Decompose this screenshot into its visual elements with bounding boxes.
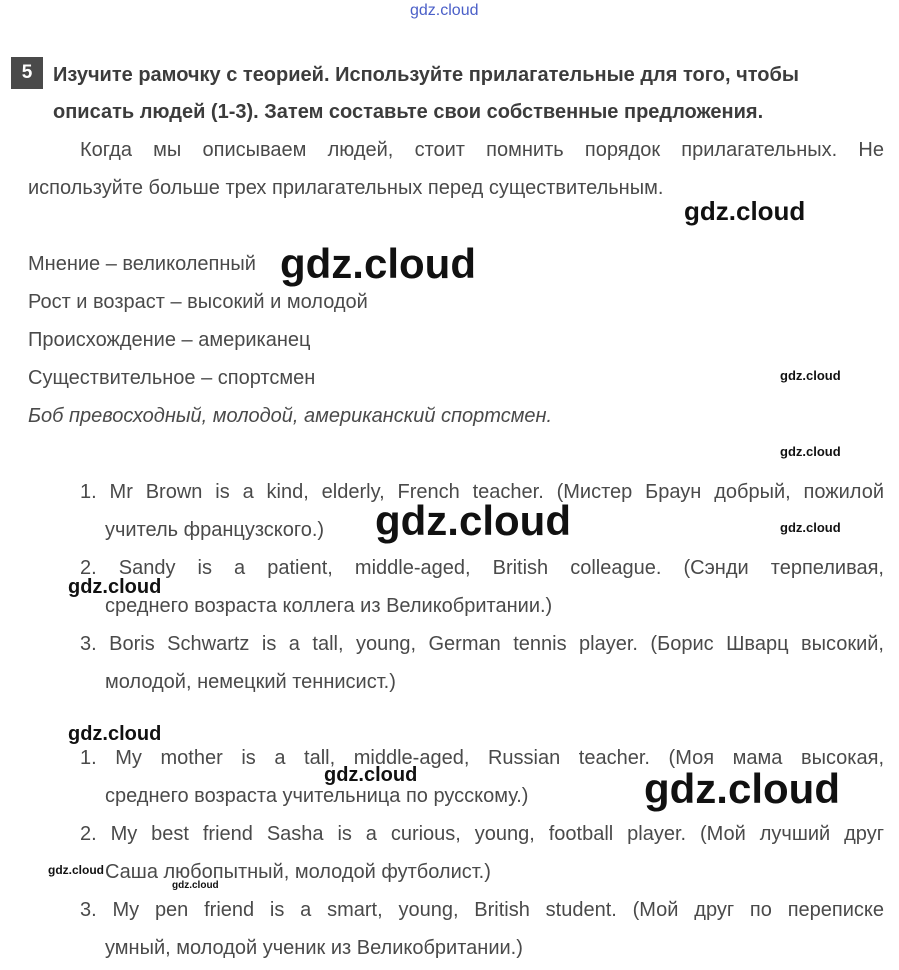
watermark: gdz.cloud: [324, 764, 418, 786]
answer-a3-line1: 3. Boris Schwartz is a tall, young, German tennis player. (Борис Шварц высокий,: [80, 633, 884, 655]
answer-a2-line1: 2. Sandy is a patient, middle-aged, British colleague. (Сэнди терпеливая,: [80, 557, 884, 579]
answer-b1-line1: 1. My mother is a tall, middle-aged, Russian teacher. (Моя мама высокая,: [80, 747, 884, 769]
order-size-age: Рост и возраст – высокий и молодой: [28, 291, 368, 313]
watermark: gdz.cloud: [644, 765, 840, 812]
answer-a1-line1: 1. Mr Brown is a kind, elderly, French teacher. (Мистер Браун добрый, пожилой: [80, 481, 884, 503]
answer-b3-line2: умный, молодой ученик из Великобритании.): [105, 937, 523, 959]
exercise-title-line1: Изучите рамочку с теорией. Используйте прилагательные для того, чтобы: [53, 64, 799, 86]
watermark: gdz.cloud: [780, 520, 841, 535]
answer-a2-line2: среднего возраста коллега из Великобритании.): [105, 595, 553, 617]
watermark: gdz.cloud: [280, 240, 476, 287]
order-example: Боб превосходный, молодой, американский спортсмен.: [28, 405, 553, 427]
answer-b2-line2: Саша любопытный, молодой футболист.): [105, 861, 491, 883]
watermark: gdz.cloud: [780, 444, 841, 459]
order-noun: Существительное – спортсмен: [28, 367, 316, 389]
watermark: gdz.cloud: [48, 863, 104, 877]
order-origin: Происхождение – американец: [28, 329, 311, 351]
watermark: gdz.cloud: [68, 723, 162, 745]
answer-b1-line2: среднего возраста учительница по русскому.): [105, 785, 529, 807]
watermark: gdz.cloud: [780, 368, 841, 383]
watermark: gdz.cloud: [172, 880, 219, 891]
answer-b3-line1: 3. My pen friend is a smart, young, British student. (Мой друг по переписке: [80, 899, 884, 921]
exercise-title-line2: описать людей (1-3). Затем составьте свои собственные предложения.: [53, 101, 764, 123]
watermark: gdz.cloud: [375, 497, 571, 544]
answer-a3-line2: молодой, немецкий теннисист.): [105, 671, 396, 693]
watermark-top: gdz.cloud: [410, 2, 479, 19]
watermark: gdz.cloud: [68, 576, 162, 598]
watermark: gdz.cloud: [684, 196, 806, 226]
answer-a1-line2: учитель французского.): [105, 519, 325, 541]
order-opinion: Мнение – великолепный: [28, 253, 256, 275]
answer-b2-line1: 2. My best friend Sasha is a curious, young, football player. (Мой лучший друг: [80, 823, 884, 845]
exercise-number-badge: 5: [11, 57, 43, 89]
intro-line2: используйте больше трех прилагательных перед существительным.: [28, 177, 664, 199]
intro-line1: Когда мы описываем людей, стоит помнить порядок прилагательных. Не: [80, 139, 884, 161]
